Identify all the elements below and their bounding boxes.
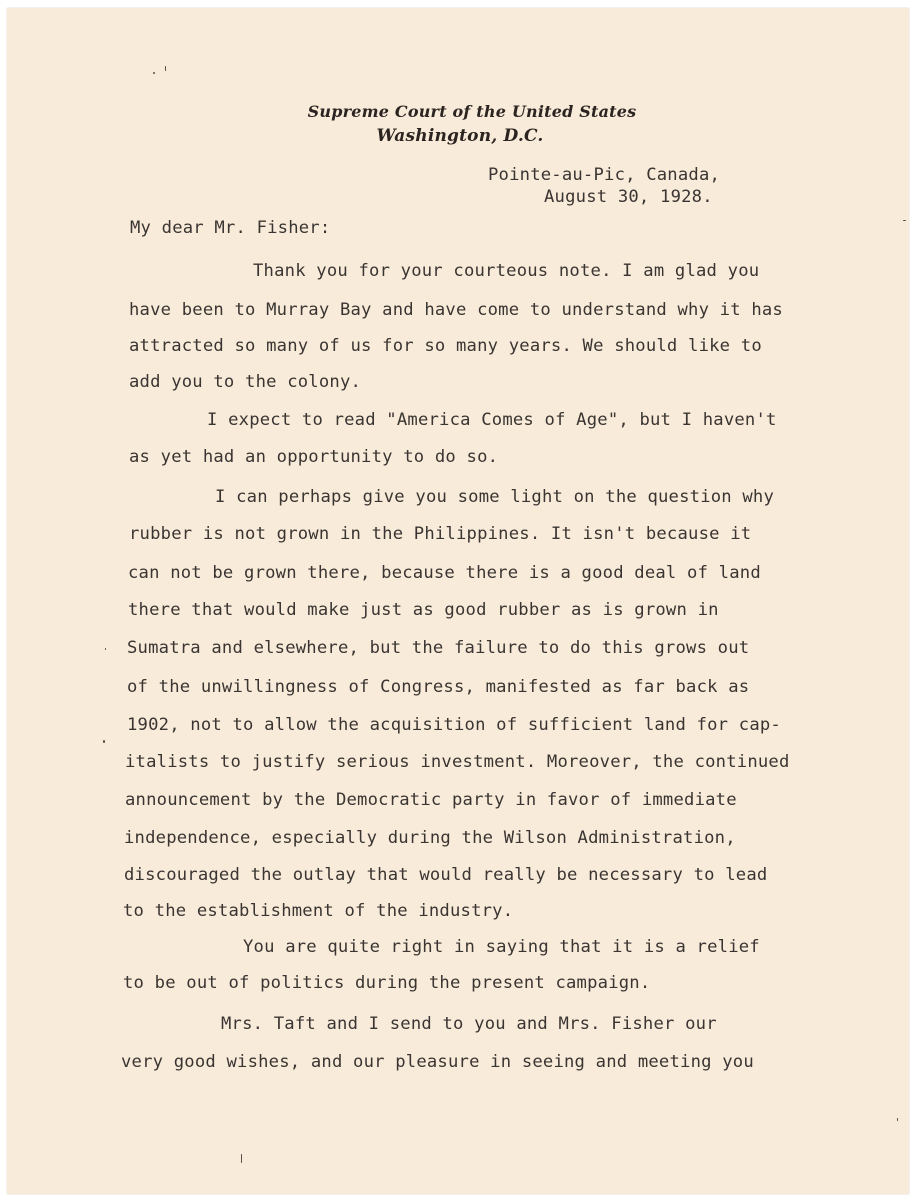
body-line: rubber is not grown in the Philippines. It isn't because it	[129, 524, 752, 544]
body-line: add you to the colony.	[129, 372, 362, 392]
body-line: to the establishment of the industry.	[123, 901, 514, 921]
body-line: I can perhaps give you some light on the question why	[215, 487, 775, 507]
letterhead-court: Supreme Court of the United States	[307, 102, 637, 121]
body-line: italists to justify serious investment. Moreover, the continued	[125, 752, 790, 772]
paper-mark	[165, 66, 166, 71]
letter-page	[7, 8, 909, 1194]
body-line: Sumatra and elsewhere, but the failure to do this grows out	[127, 638, 750, 658]
paper-mark	[153, 72, 155, 74]
paper-mark	[103, 740, 105, 743]
body-line: discouraged the outlay that would really be necessary to lead	[124, 865, 768, 885]
body-line: of the unwillingness of Congress, manifested as far back as	[127, 677, 750, 697]
letterhead-city: Washington, D.C.	[376, 126, 544, 146]
body-line: announcement by the Democratic party in favor of immediate	[125, 790, 737, 810]
paper-mark	[897, 1118, 898, 1121]
body-line: I expect to read "America Comes of Age", but I haven't	[207, 410, 777, 430]
body-line: Thank you for your courteous note. I am glad you	[253, 261, 760, 281]
salutation: My dear Mr. Fisher:	[130, 218, 331, 238]
paper-mark	[903, 220, 906, 221]
date-line: August 30, 1928.	[544, 187, 713, 207]
body-line: attracted so many of us for so many years. We should like to	[129, 336, 762, 356]
paper-mark	[105, 648, 106, 650]
body-line: Mrs. Taft and I send to you and Mrs. Fisher our	[221, 1014, 717, 1034]
body-line: as yet had an opportunity to do so.	[129, 447, 499, 467]
body-line: have been to Murray Bay and have come to understand why it has	[129, 300, 783, 320]
body-line: 1902, not to allow the acquisition of sufficient land for cap-	[127, 715, 781, 735]
body-line: to be out of politics during the present campaign.	[123, 973, 651, 993]
body-line: can not be grown there, because there is a good deal of land	[128, 563, 761, 583]
body-line: You are quite right in saying that it is a relief	[243, 937, 760, 957]
body-line: independence, especially during the Wilson Administration,	[124, 828, 736, 848]
body-line: very good wishes, and our pleasure in seeing and meeting you	[121, 1052, 754, 1072]
body-line: there that would make just as good rubber as is grown in	[128, 600, 719, 620]
place-line: Pointe-au-Pic, Canada,	[488, 165, 721, 185]
paper-mark	[241, 1154, 242, 1163]
